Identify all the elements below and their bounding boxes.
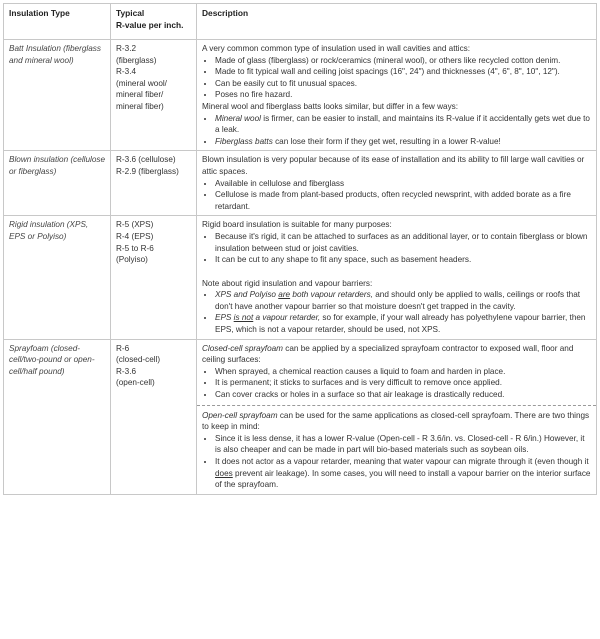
bullet-list bbox=[202, 178, 592, 213]
rvalue-line: R-5 (XPS) bbox=[116, 220, 154, 230]
description-intro bbox=[202, 343, 592, 366]
description-intro bbox=[202, 410, 592, 433]
list-item-text: It does not actor as a vapour retarder, meaning that water vapour can migrate through it (even though it bbox=[215, 457, 589, 466]
insulation-type: Blown insulation (cellulose or fiberglass) bbox=[4, 151, 111, 216]
header-row bbox=[4, 4, 597, 40]
emphasis-text: XPS and Polyiso bbox=[215, 290, 279, 300]
rvalue-line: R-3.4 bbox=[116, 67, 137, 77]
bullet-list bbox=[202, 55, 592, 101]
emphasis-text: both vapour retarders, bbox=[290, 290, 373, 300]
header-rvalue-line2: R-value per inch. bbox=[116, 19, 184, 30]
emphasis-text: a vapour retarder, bbox=[253, 313, 321, 323]
bullet-list bbox=[202, 289, 592, 335]
list-item bbox=[215, 456, 592, 491]
description-text: can be used for the same applications as closed-cell sprayfoam. There are two things to keep in mind: bbox=[202, 410, 590, 432]
rvalue-line: R-5 to R-6 bbox=[116, 243, 154, 253]
description-cell bbox=[197, 151, 597, 216]
list-item: • Can be easily cut to fit unusual spaces. bbox=[215, 78, 592, 90]
description-intro: Mineral wool and fiberglass batts looks similar, but differ in a few ways: bbox=[202, 101, 459, 111]
rvalue-line: (mineral wool/ mineral fiber/ mineral fiber) bbox=[116, 78, 167, 111]
emphasis-text: Open-cell sprayfoam bbox=[202, 410, 278, 420]
description-cell bbox=[197, 40, 597, 151]
rvalue-cell bbox=[111, 40, 197, 151]
list-item: • When sprayed, a chemical reaction causes a liquid to foam and harden in place. bbox=[215, 366, 592, 378]
list-item: • It can be cut to any shape to fit any space, such as basement headers. bbox=[215, 254, 592, 266]
list-item-text: prevent air leakage). In some cases, you will need to install a vapour barrier on the interior surface of the sprayfoam. bbox=[215, 468, 591, 490]
list-item: • It is permanent; it sticks to surfaces and is very difficult to remove once applied. bbox=[215, 377, 592, 389]
list-item: • Made to fit typical wall and ceiling joist spacings (16", 24") and thicknesses (4", 6", 8", 10", 12"). bbox=[215, 66, 592, 78]
list-item bbox=[215, 312, 592, 335]
rvalue-line: (Polyiso) bbox=[116, 255, 148, 265]
list-item-text: can lose their form if they get wet, resulting in a lower R-value! bbox=[272, 136, 501, 146]
insulation-type: Sprayfoam (closed-cell/two-pound or open-cell/half pound) bbox=[4, 339, 111, 494]
bullet-list bbox=[202, 433, 592, 491]
rvalue-cell bbox=[111, 216, 197, 339]
rvalue-line: R-3.2 bbox=[116, 44, 137, 53]
header-rvalue-line1: Typical bbox=[116, 8, 145, 18]
emphasis-text: Closed-cell sprayfoam bbox=[202, 343, 283, 353]
list-item: • Available in cellulose and fiberglass bbox=[215, 178, 592, 190]
rvalue-line: R-3.6 bbox=[116, 366, 137, 376]
bullet-list bbox=[202, 366, 592, 401]
description-intro: Blown insulation is very popular because of its ease of installation and its ability to fill large wall cavities or attic spaces. bbox=[202, 155, 585, 176]
list-item bbox=[215, 289, 592, 312]
rvalue-line: (open-cell) bbox=[116, 378, 155, 388]
description-cell bbox=[197, 339, 597, 494]
table-row bbox=[4, 40, 597, 151]
table-row bbox=[4, 151, 597, 216]
header-description: Description bbox=[197, 4, 597, 40]
underlined-text: is not bbox=[233, 313, 254, 323]
table-row bbox=[4, 216, 597, 339]
rvalue-cell bbox=[111, 339, 197, 494]
rvalue-line: (closed-cell) bbox=[116, 355, 161, 365]
list-item bbox=[215, 136, 592, 148]
description-cell bbox=[197, 216, 597, 339]
spacer bbox=[202, 266, 592, 278]
rvalue-line: R-4 (EPS) bbox=[116, 231, 154, 241]
list-item-text: so for example, if your wall already has polyethylene vapour barrier, then EPS, which is not a vapour retarder, should be used, not XPS. bbox=[215, 313, 586, 335]
dashed-divider bbox=[197, 405, 596, 406]
insulation-table bbox=[3, 3, 597, 495]
list-item: • Cellulose is made from plant-based products, often recycled newsprint, with added borate as a fire retardant. bbox=[215, 189, 592, 212]
list-item: • Because it's rigid, it can be attached to surfaces as an additional layer, or to contain fiberglass or blown insulation between stud or joist cavities. bbox=[215, 231, 592, 254]
header-rvalue bbox=[111, 4, 197, 40]
description-intro: Rigid board insulation is suitable for many purposes: bbox=[202, 220, 392, 230]
list-item-text: and should only be applied to walls, ceilings or roofs that don't have another vapour barrier so that moisture doesn't get trapped in the cavity. bbox=[215, 290, 581, 311]
bullet-list bbox=[202, 231, 592, 266]
insulation-type: Rigid insulation (XPS, EPS or Polyiso) bbox=[4, 216, 111, 339]
underlined-text: are bbox=[278, 290, 291, 300]
rvalue-line: (fiberglass) bbox=[116, 55, 157, 65]
list-item: • Since it is less dense, it has a lower R-value (Open-cell - R 3.6/in. vs. Closed-cell - R 6/in.) However, it is also cheaper and can be made in part will bio-based materials such as soybean oils. bbox=[215, 433, 592, 456]
table-row bbox=[4, 339, 597, 494]
description-text: can be applied by a specialized sprayfoam contractor to exposed wall, floor and ceiling surfaces: bbox=[202, 343, 574, 365]
bullet-list bbox=[202, 113, 592, 148]
emphasis-text: Mineral wool bbox=[215, 113, 261, 123]
list-item: • Can cover cracks or holes in a surface so that air leakage is drastically reduced. bbox=[215, 389, 592, 401]
rvalue-line: R-3.6 (cellulose) bbox=[116, 155, 176, 165]
list-item-text: is firmer, can be easier to install, and maintains its R-value if it accidentally gets wet due to a leak. bbox=[215, 113, 590, 135]
rvalue-line: R-2.9 (fiberglass) bbox=[116, 166, 179, 176]
insulation-type: Batt Insulation (fiberglass and mineral wool) bbox=[4, 40, 111, 151]
description-intro: Note about rigid insulation and vapour barriers: bbox=[202, 278, 373, 288]
list-item bbox=[215, 113, 592, 136]
rvalue-cell bbox=[111, 151, 197, 216]
header-type: Insulation Type bbox=[4, 4, 111, 40]
list-item: • Made of glass (fiberglass) or rock/ceramics (mineral wool), or others like recycled cotton denim. bbox=[215, 55, 592, 67]
description-intro: A very common common type of insulation used in wall cavities and attics: bbox=[202, 44, 471, 53]
emphasis-text: EPS bbox=[215, 313, 234, 323]
list-item: • Poses no fire hazard. bbox=[215, 89, 592, 101]
rvalue-line: R-6 bbox=[116, 343, 130, 353]
underlined-text: does bbox=[215, 468, 233, 478]
emphasis-text: Fiberglass batts bbox=[215, 136, 273, 146]
